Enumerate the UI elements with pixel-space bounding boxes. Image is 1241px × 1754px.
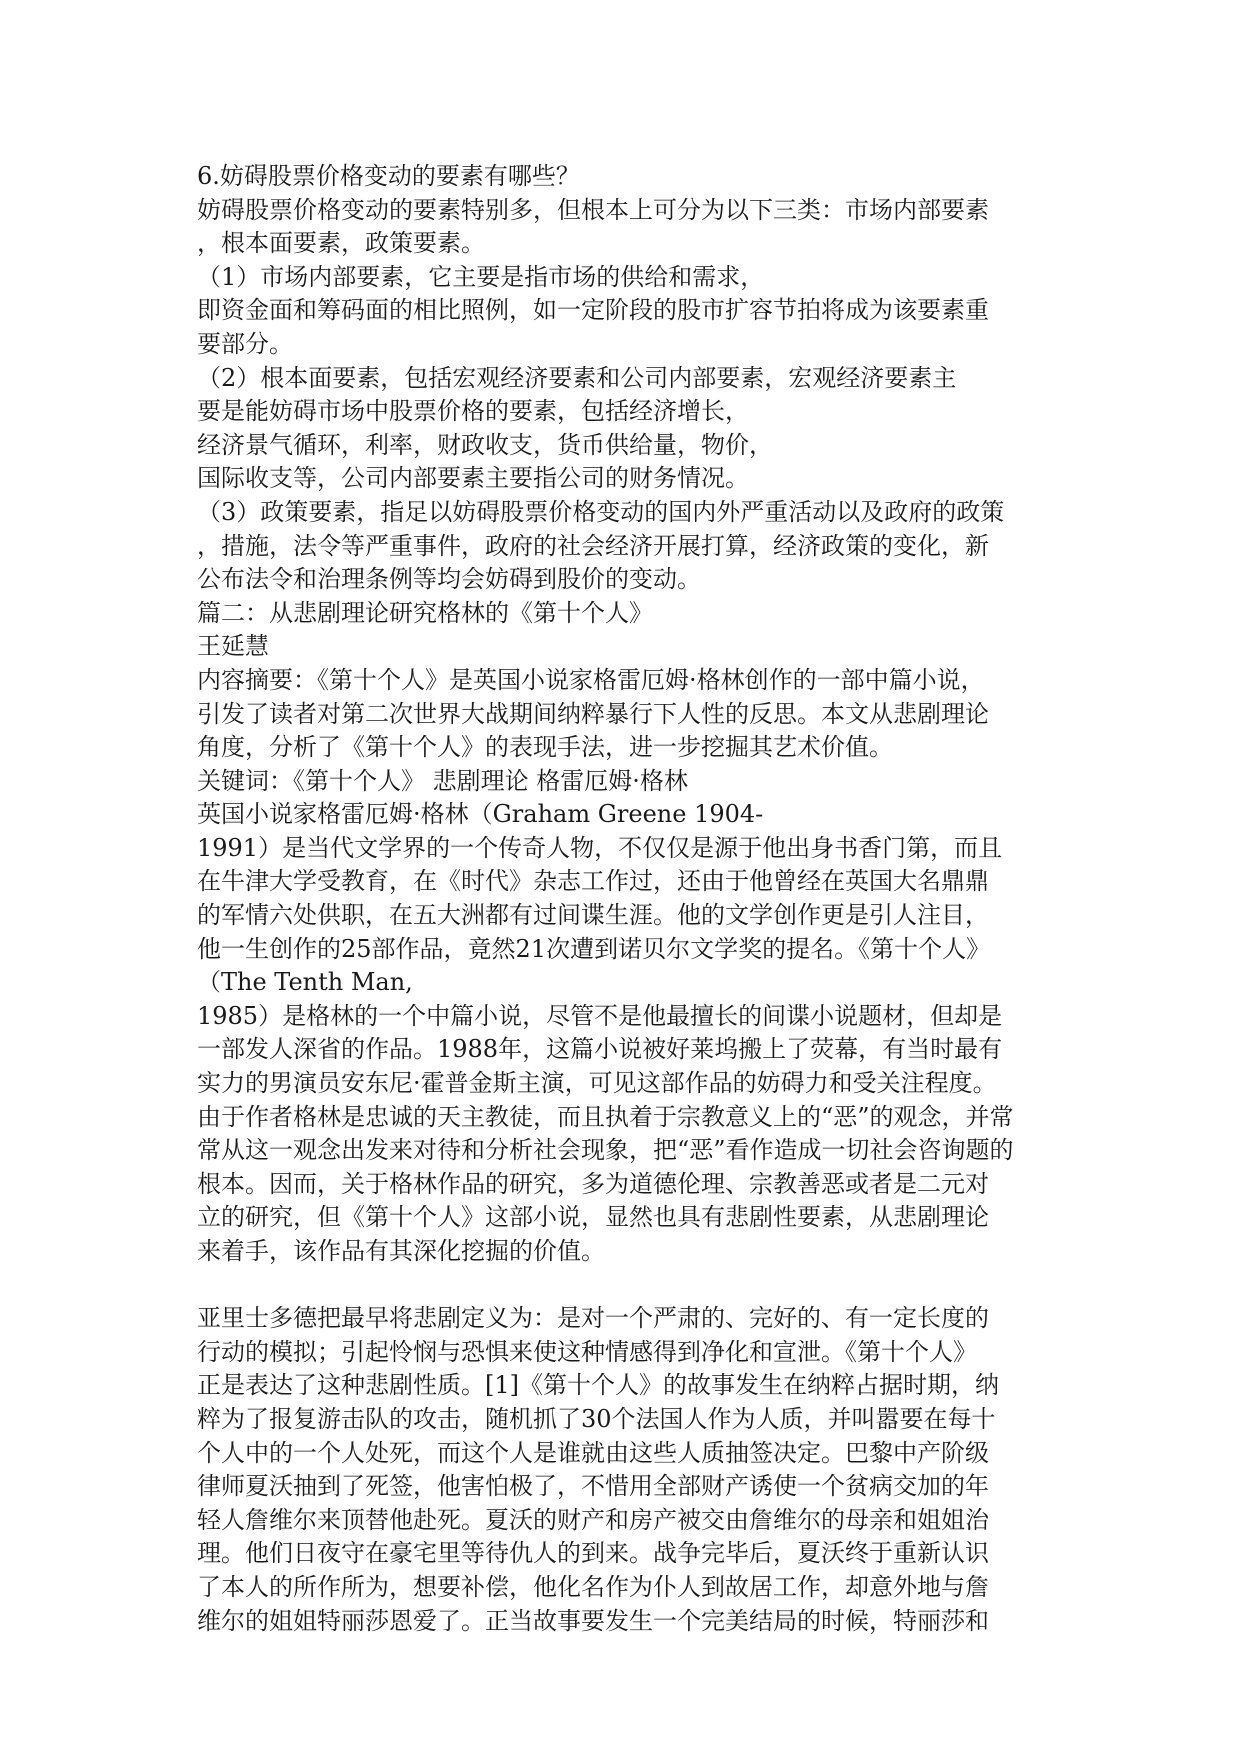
text-line: 轻人詹维尔来顶替他赴死。夏沃的财产和房产被交由詹维尔的母亲和姐姐治: [197, 1505, 989, 1534]
text-line: 英国小说家格雷厄姆·格林（Graham Greene 1904-: [197, 800, 764, 829]
text-line: 由于作者格林是忠诚的天主教徒，而且执着于宗教意义上的“恶”的观念，并常: [197, 1102, 1014, 1131]
text-line: 常从这一观念出发来对待和分析社会现象，把“恶”看作造成一切社会咨询题的: [197, 1136, 1014, 1165]
text-line: 1985）是格林的一个中篇小说，尽管不是他最擅长的间谍小说题材，但却是: [197, 1001, 1003, 1030]
text-line: 要是能妨碍市场中股票价格的要素，包括经济增长，: [197, 397, 749, 426]
text-line: 粹为了报复游击队的攻击，随机抓了30个法国人作为人质，并叫嚣要在每十: [197, 1404, 996, 1433]
text-line: 6.妨碍股票价格变动的要素有哪些？: [197, 162, 580, 190]
text-line: 1991）是当代文学界的一个传奇人物，不仅仅是源于他出身书香门第，而且: [197, 833, 1003, 862]
keywords-line: 关键词：《第十个人》 悲剧理论 格雷厄姆·格林: [197, 766, 688, 795]
document-page: [197, 160, 1057, 1638]
text-line: ，措施，法令等严重事件，政府的社会经济开展打算，经济政策的变化，新: [197, 531, 989, 560]
text-line: 角度，分析了《第十个人》的表现手法，进一步挖掘其艺术价值。: [197, 733, 893, 762]
text-line: 公布法令和治理条例等均会妨碍到股价的变动。: [197, 565, 701, 594]
text-line: 实力的男演员安东尼·霍普金斯主演，可见这部作品的妨碍力和受关注程度。: [197, 1069, 997, 1098]
text-line: 了本人的所作所为，想要补偿，他化名作为仆人到故居工作，却意外地与詹: [197, 1572, 989, 1601]
text-line: 维尔的姐姐特丽莎恩爱了。正当故事要发生一个完美结局的时候，特丽莎和: [197, 1606, 989, 1635]
text-line: 内容摘要：《第十个人》是英国小说家格雷厄姆·格林创作的一部中篇小说，: [197, 665, 985, 694]
author-name: 王延慧: [197, 632, 269, 661]
text-line: 即资金面和筹码面的相比照例，如一定阶段的股市扩容节拍将成为该要素重: [197, 296, 989, 325]
text-line: （3）政策要素，指足以妨碍股票价格变动的国内外严重活动以及政府的政策: [197, 497, 1005, 526]
text-line: 妨碍股票价格变动的要素特别多，但根本上可分为以下三类：市场内部要素: [197, 195, 989, 224]
text-line: （The Tenth Man,: [197, 968, 413, 997]
text-line: 个人中的一个人处死，而这个人是谁就由这些人质抽签决定。巴黎中产阶级: [197, 1438, 989, 1467]
text-line: 亚里士多德把最早将悲剧定义为：是对一个严肃的、完好的、有一定长度的: [197, 1304, 989, 1333]
text-line: （2）根本面要素，包括宏观经济要素和公司内部要素，宏观经济要素主: [197, 363, 957, 392]
text-line: 理。他们日夜守在豪宅里等待仇人的到来。战争完毕后，夏沃终于重新认识: [197, 1539, 989, 1568]
text-line: 的军情六处供职，在五大洲都有过间谍生涯。他的文学创作更是引人注目，: [197, 901, 989, 930]
text-line: 引发了读者对第二次世界大战期间纳粹暴行下人性的反思。本文从悲剧理论: [197, 699, 989, 728]
text-line: 立的研究，但《第十个人》这部小说，显然也具有悲剧性要素，从悲剧理论: [197, 1203, 989, 1232]
text-line: 要部分。: [197, 329, 293, 358]
text-line: （1）市场内部要素，它主要是指市场的供给和需求，: [197, 262, 765, 291]
text-line: 他一生创作的25部作品，竟然21次遭到诺贝尔文学奖的提名。《第十个人》: [197, 934, 991, 963]
section-title: 篇二：从悲剧理论研究格林的《第十个人》: [197, 598, 653, 627]
text-line: 律师夏沃抽到了死签，他害怕极了，不惜用全部财产诱使一个贫病交加的年: [197, 1472, 989, 1501]
text-line: 根本。因而，关于格林作品的研究，多为道德伦理、宗教善恶或者是二元对: [197, 1169, 989, 1198]
text-line: 一部发人深省的作品。1988年，这篇小说被好莱坞搬上了荧幕，有当时最有: [197, 1035, 1003, 1064]
text-line: 国际收支等，公司内部要素主要指公司的财务情况。: [197, 464, 749, 493]
text-line: 在牛津大学受教育，在《时代》杂志工作过，还由于他曾经在英国大名鼎鼎: [197, 867, 989, 896]
paragraph-spacer: [197, 1269, 1057, 1303]
text-line: 经济景气循环，利率，财政收支，货币供给量，物价，: [197, 430, 773, 459]
text-line: ，根本面要素，政策要素。: [197, 229, 485, 258]
text-line: 来着手，该作品有其深化挖掘的价值。: [197, 1237, 605, 1265]
text-line: 行动的模拟；引起怜悯与恐惧来使这种情感得到净化和宣泄。《第十个人》: [197, 1337, 977, 1366]
text-line: 正是表达了这种悲剧性质。[1]《第十个人》的故事发生在纳粹占据时期，纳: [197, 1371, 999, 1400]
